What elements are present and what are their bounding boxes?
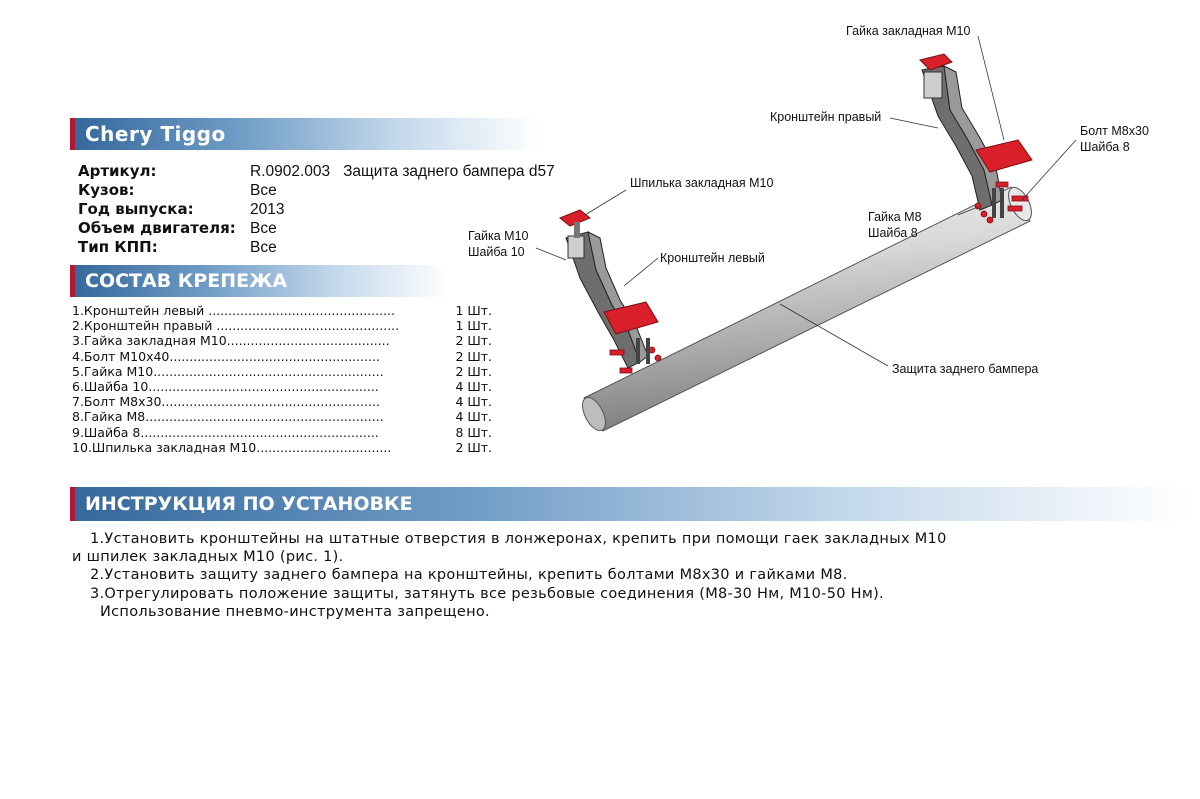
spec-label: Объем двигателя: <box>78 219 236 237</box>
instruction-step-3: 3.Отрегулировать положение защиты, затянуть все резьбовые соединения (М8-30 Нм, М10-50 Нм). <box>90 585 884 602</box>
part-name: 7.Болт М8х30....................................................... <box>72 394 380 410</box>
label-stud-m10-embedded: Шпилька закладная М10 <box>630 176 774 190</box>
instruction-step-1-cont: и шпилек закладных М10 (рис. 1). <box>72 549 344 566</box>
part-qty: 8 Шт. <box>455 424 492 440</box>
part-qty: 2 Шт. <box>455 333 492 349</box>
part-qty: 4 Шт. <box>455 409 492 425</box>
part-name: 8.Гайка М8............................................................ <box>72 409 384 425</box>
instruction-note: Использование пневмо-инструмента запрещено. <box>100 603 490 620</box>
spec-value: Все <box>250 182 277 199</box>
label-nut-m10: Гайка М10 <box>468 229 529 243</box>
label-nut-m8: Гайка М8 <box>868 210 922 224</box>
part-qty: 2 Шт. <box>455 348 492 364</box>
label-bolt-m8x30: Болт М8х30 <box>1080 124 1149 138</box>
label-bracket-left: Кронштейн левый <box>660 251 765 265</box>
spec-label: Кузов: <box>78 181 135 199</box>
spec-label: Тип КПП: <box>78 238 158 256</box>
spec-value: 2013 <box>250 201 285 218</box>
label-washer-8-bottom: Шайба 8 <box>868 226 918 240</box>
instructions-title: ИНСТРУКЦИЯ ПО УСТАНОВКЕ <box>85 493 413 515</box>
part-name: 2.Кронштейн правый .............................................. <box>72 318 400 334</box>
parts-title: СОСТАВ КРЕПЕЖА <box>85 270 288 292</box>
instruction-step-1: 1.Установить кронштейны на штатные отверстия в лонжеронах, крепить при помощи гаек закладных М10 <box>90 531 947 547</box>
part-name: 3.Гайка закладная М10......................................... <box>72 333 390 349</box>
bracket-left <box>560 210 661 373</box>
part-name: 1.Кронштейн левый ............................................... <box>72 303 395 318</box>
label-washer-10: Шайба 10 <box>468 245 525 259</box>
part-name: 5.Гайка М10.......................................................... <box>72 363 384 379</box>
spec-value: R.0902.003 Защита заднего бампера d57 <box>250 163 555 180</box>
part-qty: 4 Шт. <box>455 394 492 410</box>
spec-label: Артикул: <box>78 162 157 180</box>
part-name: 6.Шайба 10.......................................................... <box>72 379 379 395</box>
spec-value: Все <box>250 239 277 256</box>
part-qty: 1 Шт. <box>455 303 492 318</box>
model-title: Chery Tiggo <box>85 122 226 146</box>
instruction-step-2: 2.Установить защиту заднего бампера на кронштейны, крепить болтами М8х30 и гайками М8. <box>90 567 848 584</box>
part-qty: 1 Шт. <box>455 318 492 334</box>
part-name: 10.Шпилька закладная М10.................................. <box>72 439 392 455</box>
label-bracket-right: Кронштейн правый <box>770 110 882 124</box>
spec-value: Все <box>250 220 277 237</box>
part-name: 9.Шайба 8............................................................ <box>72 424 379 440</box>
label-washer-8-top: Шайба 8 <box>1080 140 1130 154</box>
label-rear-bumper-guard: Защита заднего бампера <box>892 362 1039 376</box>
part-qty: 2 Шт. <box>455 363 492 379</box>
part-qty: 4 Шт. <box>455 379 492 395</box>
bracket-right <box>920 54 1032 223</box>
label-nut-m10-embedded: Гайка закладная М10 <box>846 24 971 38</box>
spec-label: Год выпуска: <box>78 200 194 218</box>
part-name: 4.Болт М10х40..................................................... <box>72 348 380 364</box>
part-qty: 2 Шт. <box>455 439 492 455</box>
